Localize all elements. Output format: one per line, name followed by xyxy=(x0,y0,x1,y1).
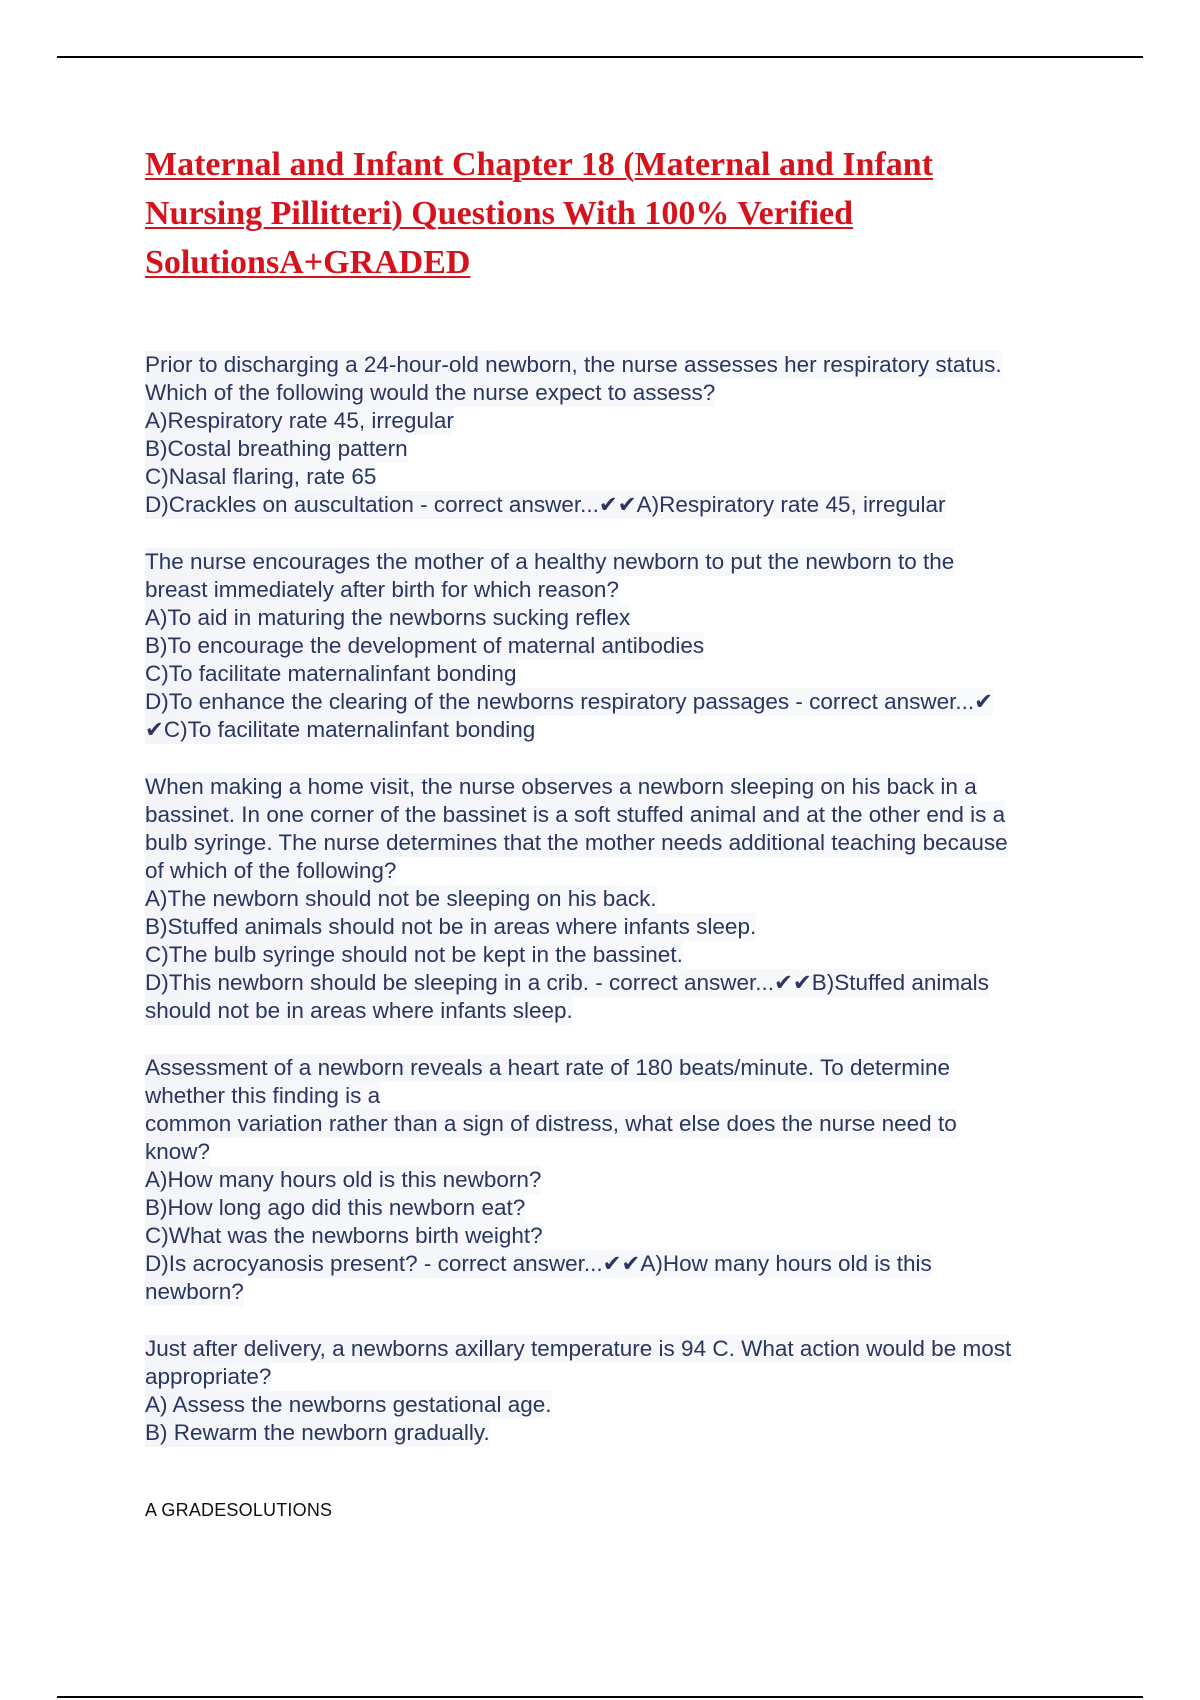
option-line: B)Costal breathing pattern xyxy=(145,436,408,461)
question-block xyxy=(145,548,1105,744)
title-line: Nursing Pillitteri) Questions With 100% Verified xyxy=(145,195,854,232)
title-line: Maternal and Infant Chapter 18 (Maternal and Infant xyxy=(145,146,934,183)
question-line: The nurse encourages the mother of a healthy newborn to put the newborn to the xyxy=(145,549,955,574)
document-title xyxy=(145,140,1105,287)
answer-line: D)This newborn should be sleeping in a crib. - correct answer...✔✔B)Stuffed animals xyxy=(145,970,989,995)
question-line: Prior to discharging a 24-hour-old newborn, the nurse assesses her respiratory status. xyxy=(145,352,1002,377)
question-line: bassinet. In one corner of the bassinet is a soft stuffed animal and at the other end is a xyxy=(145,802,1006,827)
option-line: C)To facilitate maternalinfant bonding xyxy=(145,661,517,686)
option-line: C)Nasal flaring, rate 65 xyxy=(145,464,377,489)
title-line: SolutionsA+GRADED xyxy=(145,244,471,281)
question-line: breast immediately after birth for which reason? xyxy=(145,577,619,602)
option-line: A) Assess the newborns gestational age. xyxy=(145,1392,552,1417)
question-line: know? xyxy=(145,1139,211,1164)
top-rule xyxy=(57,56,1143,58)
question-line: Assessment of a newborn reveals a heart rate of 180 beats/minute. To determine xyxy=(145,1055,951,1080)
answer-line: ✔C)To facilitate maternalinfant bonding xyxy=(145,717,536,742)
option-line: C)The bulb syringe should not be kept in the bassinet. xyxy=(145,942,683,967)
option-line: B)To encourage the development of maternal antibodies xyxy=(145,633,705,658)
option-line: A)The newborn should not be sleeping on his back. xyxy=(145,886,657,911)
question-line: whether this finding is a xyxy=(145,1083,381,1108)
page-footer: A GRADESOLUTIONS xyxy=(145,1500,333,1520)
question-line: Which of the following would the nurse expect to assess? xyxy=(145,380,716,405)
question-line: bulb syringe. The nurse determines that the mother needs additional teaching because xyxy=(145,830,1008,855)
option-line: A)Respiratory rate 45, irregular xyxy=(145,408,454,433)
option-line: B)How long ago did this newborn eat? xyxy=(145,1195,526,1220)
question-block xyxy=(145,1335,1105,1447)
question-line: Just after delivery, a newborns axillary temperature is 94 C. What action would be most xyxy=(145,1336,1012,1361)
document-body xyxy=(145,140,1105,1476)
answer-line: D)Is acrocyanosis present? - correct answer...✔✔A)How many hours old is this xyxy=(145,1251,932,1276)
question-line: of which of the following? xyxy=(145,858,397,883)
answer-line: D)To enhance the clearing of the newborns respiratory passages - correct answer...✔ xyxy=(145,689,994,714)
answer-line: D)Crackles on auscultation - correct answer...✔✔A)Respiratory rate 45, irregular xyxy=(145,492,946,517)
option-line: B)Stuffed animals should not be in areas where infants sleep. xyxy=(145,914,757,939)
option-line: A)How many hours old is this newborn? xyxy=(145,1167,542,1192)
question-list xyxy=(145,351,1105,1447)
answer-line: newborn? xyxy=(145,1279,244,1304)
question-block xyxy=(145,773,1105,1025)
bottom-rule xyxy=(57,1696,1143,1698)
question-block xyxy=(145,351,1105,519)
option-line: B) Rewarm the newborn gradually. xyxy=(145,1420,490,1445)
question-line: common variation rather than a sign of distress, what else does the nurse need to xyxy=(145,1111,957,1136)
option-line: C)What was the newborns birth weight? xyxy=(145,1223,543,1248)
question-line: When making a home visit, the nurse observes a newborn sleeping on his back in a xyxy=(145,774,977,799)
answer-line: should not be in areas where infants sleep. xyxy=(145,998,573,1023)
question-block xyxy=(145,1054,1105,1306)
question-line: appropriate? xyxy=(145,1364,272,1389)
option-line: A)To aid in maturing the newborns sucking reflex xyxy=(145,605,631,630)
